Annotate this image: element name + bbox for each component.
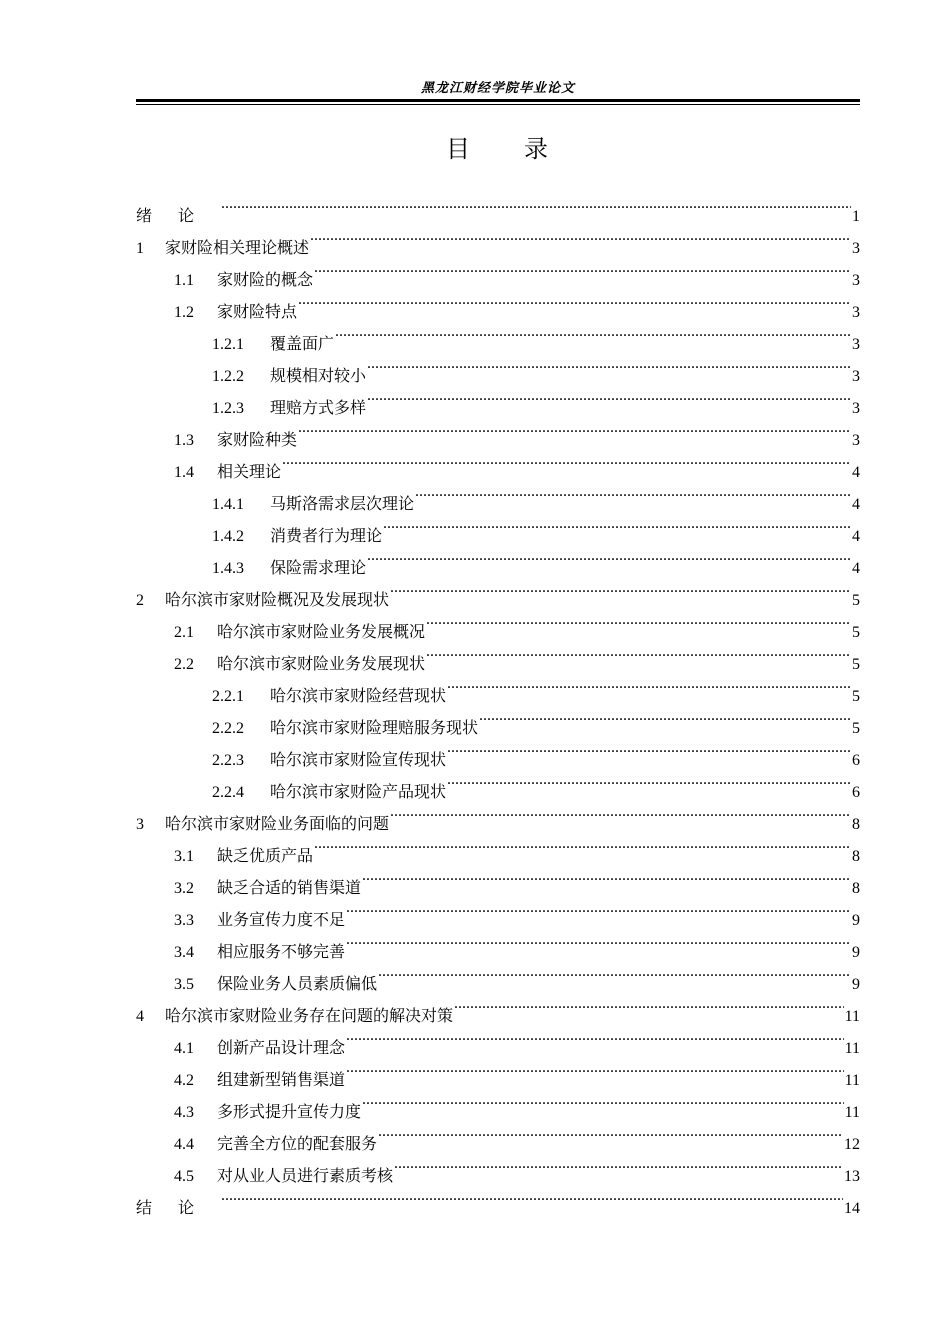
toc-page-number: 11 xyxy=(844,1040,860,1057)
toc-entry-title: 保险需求理论 xyxy=(270,558,367,577)
toc-dot-leader xyxy=(314,829,851,861)
toc-entry-title: 消费者行为理论 xyxy=(270,526,383,545)
toc-page-number: 3 xyxy=(852,368,860,385)
toc-entry[interactable] xyxy=(136,1181,860,1217)
toc-entry-number: 3.5 xyxy=(174,976,194,993)
toc-entry-title: 组建新型销售渠道 xyxy=(217,1070,346,1089)
toc-dot-leader xyxy=(346,925,851,957)
toc-entry-number: 2.2.4 xyxy=(212,784,244,801)
toc-dot-leader xyxy=(415,477,851,509)
toc-entry-title: 哈尔滨市家财险产品现状 xyxy=(270,782,447,801)
toc-page-number: 1 xyxy=(852,208,860,225)
toc-entry-number: 2.2.3 xyxy=(212,752,244,769)
toc-dot-leader xyxy=(346,1053,844,1085)
toc-page-number: 8 xyxy=(852,848,860,865)
toc-entry-title: 家财险种类 xyxy=(217,430,298,449)
toc-dot-leader xyxy=(221,189,851,221)
toc-dot-leader xyxy=(394,1149,843,1181)
toc-entry-title: 哈尔滨市家财险宣传现状 xyxy=(270,750,447,769)
toc-entry-number: 1.4.2 xyxy=(212,528,244,545)
toc-entry-title: 相关理论 xyxy=(217,462,282,481)
toc-entry-title: 缺乏优质产品 xyxy=(217,846,314,865)
toc-page-number: 4 xyxy=(852,560,860,577)
toc-page-number: 3 xyxy=(852,400,860,417)
toc-entry-title: 覆盖面广 xyxy=(270,334,335,353)
toc-page-number: 12 xyxy=(844,1136,860,1153)
toc-entry-number: 1 xyxy=(136,240,144,257)
toc-page-number: 8 xyxy=(852,880,860,897)
toc-entry-number: 4.2 xyxy=(174,1072,194,1089)
toc-entry-number: 4 xyxy=(136,1008,144,1025)
toc-page-number: 8 xyxy=(852,816,860,833)
toc-entry-title: 哈尔滨市家财险经营现状 xyxy=(270,686,447,705)
toc-entry-number: 2.2.2 xyxy=(212,720,244,737)
toc-entry-number: 1.2.1 xyxy=(212,336,244,353)
toc-entry-title: 绪论 xyxy=(136,206,221,225)
toc-entry-title: 业务宣传力度不足 xyxy=(217,910,346,929)
toc-dot-leader xyxy=(310,221,851,253)
toc-entry-title: 规模相对较小 xyxy=(270,366,367,385)
toc-dot-leader xyxy=(221,1181,843,1213)
toc-page-number: 5 xyxy=(852,688,860,705)
toc-page-number: 13 xyxy=(844,1168,860,1185)
toc-dot-leader xyxy=(298,413,851,445)
toc-entry-title: 保险业务人员素质偏低 xyxy=(217,974,378,993)
toc-entry-title: 马斯洛需求层次理论 xyxy=(270,494,415,513)
toc-page-number: 4 xyxy=(852,464,860,481)
toc-entry-title: 对从业人员进行素质考核 xyxy=(217,1166,394,1185)
toc-entry-number: 3.2 xyxy=(174,880,194,897)
toc-dot-leader xyxy=(282,445,851,477)
header-rule-thin xyxy=(136,104,860,105)
toc-entry-number: 1.4.1 xyxy=(212,496,244,513)
toc-entry-number: 2.2 xyxy=(174,656,194,673)
toc-dot-leader xyxy=(378,957,851,989)
toc-dot-leader xyxy=(367,349,851,381)
toc-page-number: 11 xyxy=(844,1104,860,1121)
toc-entry-title: 相应服务不够完善 xyxy=(217,942,346,961)
toc-page-number: 3 xyxy=(852,432,860,449)
toc-dot-leader xyxy=(367,541,851,573)
toc-entry-title: 哈尔滨市家财险概况及发展现状 xyxy=(165,590,390,609)
toc-entry-number: 3.4 xyxy=(174,944,194,961)
toc-entry-number: 1.4 xyxy=(174,464,194,481)
toc-entry[interactable] xyxy=(136,189,860,225)
toc-dot-leader xyxy=(447,733,851,765)
toc-dot-leader xyxy=(479,701,851,733)
toc-entry-number: 2.2.1 xyxy=(212,688,244,705)
toc-entry-title: 创新产品设计理念 xyxy=(217,1038,346,1057)
toc-dot-leader xyxy=(378,1117,843,1149)
toc-entry-number: 4.5 xyxy=(174,1168,194,1185)
header-rule-thick xyxy=(136,99,860,102)
toc-dot-leader xyxy=(367,381,851,413)
toc-dot-leader xyxy=(383,509,851,541)
toc-dot-leader xyxy=(447,765,851,797)
toc-entry[interactable] xyxy=(136,221,860,257)
toc-entry-number: 2.1 xyxy=(174,624,194,641)
toc-page-number: 9 xyxy=(852,912,860,929)
toc-entry-title: 理赔方式多样 xyxy=(270,398,367,417)
toc-page-number: 4 xyxy=(852,528,860,545)
toc-entry-title: 哈尔滨市家财险理赔服务现状 xyxy=(270,718,479,737)
toc-entry-title: 哈尔滨市家财险业务发展现状 xyxy=(217,654,426,673)
toc-dot-leader xyxy=(362,1085,844,1117)
toc-page-number: 3 xyxy=(852,336,860,353)
toc-list xyxy=(136,189,860,1217)
toc-entry-title: 哈尔滨市家财险业务存在问题的解决对策 xyxy=(165,1006,454,1025)
toc-page-number: 9 xyxy=(852,976,860,993)
toc-entry-title: 完善全方位的配套服务 xyxy=(217,1134,378,1153)
toc-entry-title: 家财险特点 xyxy=(217,302,298,321)
toc-entry-number: 2 xyxy=(136,592,144,609)
toc-dot-leader xyxy=(426,637,851,669)
toc-entry-number: 1.2 xyxy=(174,304,194,321)
toc-entry-number: 4.4 xyxy=(174,1136,194,1153)
toc-page-number: 3 xyxy=(852,272,860,289)
toc-entry-title: 多形式提升宣传力度 xyxy=(217,1102,362,1121)
toc-page-number: 6 xyxy=(852,784,860,801)
toc-page-number: 5 xyxy=(852,720,860,737)
toc-page-number: 4 xyxy=(852,496,860,513)
toc-page-number: 14 xyxy=(844,1200,860,1217)
toc-entry-number: 1.1 xyxy=(174,272,194,289)
running-header: 黑龙江财经学院毕业论文 xyxy=(420,81,575,96)
toc-title: 目 录 xyxy=(446,135,550,163)
toc-dot-leader xyxy=(298,285,851,317)
toc-entry-title: 哈尔滨市家财险业务面临的问题 xyxy=(165,814,390,833)
toc-entry-number: 4.3 xyxy=(174,1104,194,1121)
toc-dot-leader xyxy=(454,989,844,1021)
toc-entry-number: 3.3 xyxy=(174,912,194,929)
toc-dot-leader xyxy=(426,605,851,637)
toc-page-number: 3 xyxy=(852,240,860,257)
toc-entry-title: 家财险相关理论概述 xyxy=(165,238,310,257)
toc-dot-leader xyxy=(390,573,851,605)
toc-page-number: 5 xyxy=(852,624,860,641)
toc-entry-number: 4.1 xyxy=(174,1040,194,1057)
toc-dot-leader xyxy=(390,797,851,829)
toc-entry-number: 1.2.3 xyxy=(212,400,244,417)
toc-entry-title: 家财险的概念 xyxy=(217,270,314,289)
toc-page-number: 9 xyxy=(852,944,860,961)
toc-dot-leader xyxy=(314,253,851,285)
toc-dot-leader xyxy=(346,893,851,925)
toc-entry-number: 3 xyxy=(136,816,144,833)
toc-page-number: 6 xyxy=(852,752,860,769)
toc-page-number: 5 xyxy=(852,656,860,673)
toc-dot-leader xyxy=(346,1021,844,1053)
toc-entry-number: 1.4.3 xyxy=(212,560,244,577)
toc-entry-title: 结论 xyxy=(136,1198,221,1217)
toc-page-number: 3 xyxy=(852,304,860,321)
toc-dot-leader xyxy=(362,861,851,893)
toc-page-number: 11 xyxy=(844,1008,860,1025)
toc-entry-number: 1.3 xyxy=(174,432,194,449)
toc-entry-number: 3.1 xyxy=(174,848,194,865)
toc-page-number: 11 xyxy=(844,1072,860,1089)
toc-page-number: 5 xyxy=(852,592,860,609)
toc-entry-number: 1.2.2 xyxy=(212,368,244,385)
toc-dot-leader xyxy=(447,669,851,701)
toc-entry-title: 哈尔滨市家财险业务发展概况 xyxy=(217,622,426,641)
toc-dot-leader xyxy=(335,317,851,349)
toc-entry-title: 缺乏合适的销售渠道 xyxy=(217,878,362,897)
